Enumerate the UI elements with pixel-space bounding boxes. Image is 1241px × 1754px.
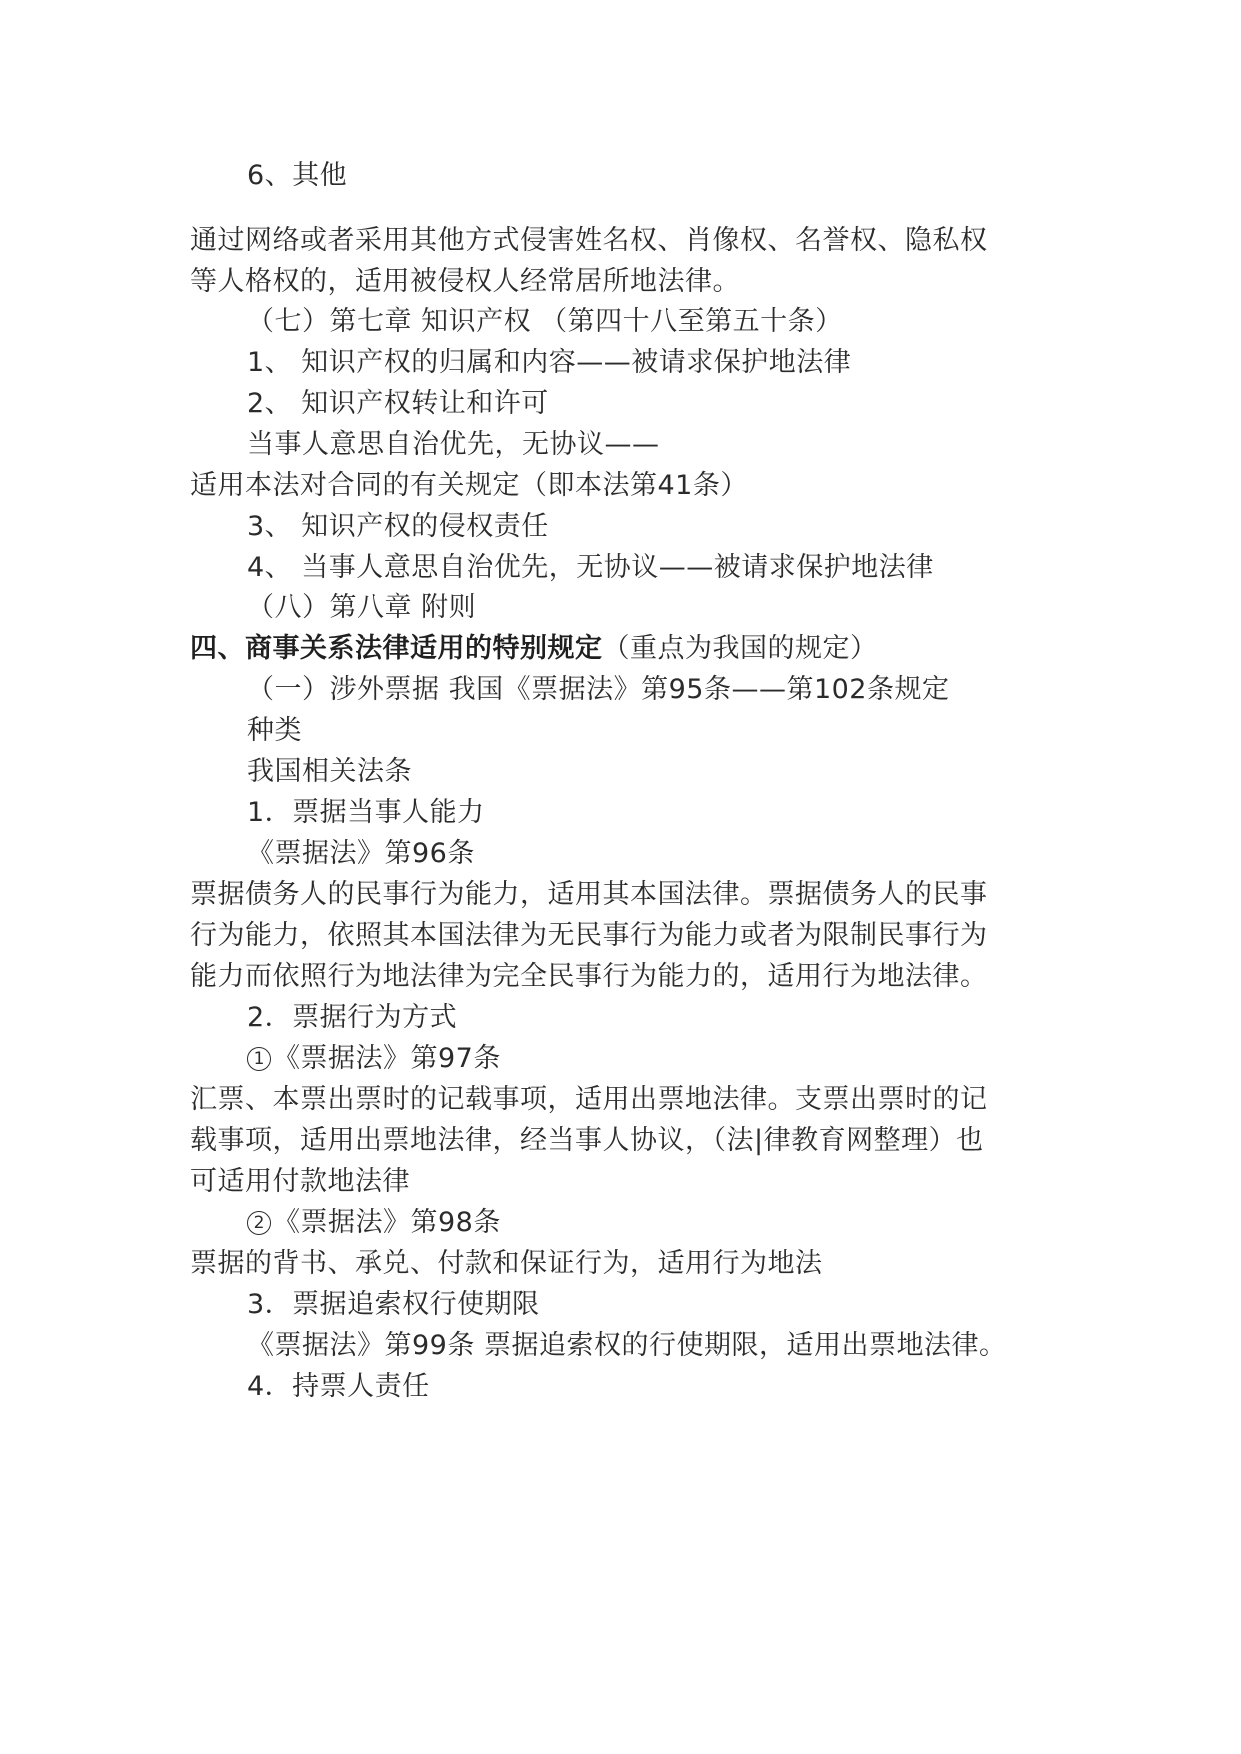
subsection-heading: （一）涉外票据 我国《票据法》第95条——第102条规定	[247, 674, 950, 705]
chapter-eight-heading: （八）第八章 附则	[247, 592, 477, 623]
paragraph-line: 适用本法对合同的有关规定（即本法第41条）	[190, 470, 748, 501]
paragraph-line: 种类	[247, 715, 302, 746]
item-other: 6、其他	[247, 160, 348, 191]
paragraph-line: 等人格权的，适用被侵权人经常居所地法律。	[190, 266, 740, 297]
list-item: 4．持票人责任	[247, 1371, 430, 1402]
circled-number: 1	[247, 1047, 271, 1071]
paragraph-line: 通过网络或者采用其他方式侵害姓名权、肖像权、名誉权、隐私权	[190, 225, 988, 256]
list-item: 3．票据追索权行使期限	[247, 1289, 540, 1320]
section-four-heading	[190, 631, 878, 667]
list-item: 2．票据行为方式	[247, 1002, 458, 1033]
law-citation: 《票据法》第99条 票据追索权的行使期限，适用出票地法律。	[247, 1330, 1007, 1361]
paragraph-line: 票据债务人的民事行为能力，适用其本国法律。票据债务人的民事	[190, 879, 988, 910]
list-item: 3、 知识产权的侵权责任	[247, 511, 549, 542]
paragraph-line: 我国相关法条	[247, 756, 412, 787]
paragraph-line: 汇票、本票出票时的记载事项，适用出票地法律。支票出票时的记	[190, 1084, 988, 1115]
paragraph-line: 当事人意思自治优先，无协议——	[247, 429, 660, 460]
chapter-seven-heading: （七）第七章 知识产权 （第四十八至第五十条）	[247, 306, 843, 337]
law-citation: 2 《票据法》第98条	[247, 1205, 501, 1241]
paragraph-line: 能力而依照行为地法律为完全民事行为能力的，适用行为地法律。	[190, 961, 988, 992]
law-citation: 1 《票据法》第97条	[247, 1041, 501, 1077]
section-four-title: 四、商事关系法律适用的特别规定	[190, 633, 603, 664]
law-citation: 《票据法》第96条	[247, 838, 475, 869]
list-item: 2、 知识产权转让和许可	[247, 388, 549, 419]
circled-number: 2	[247, 1211, 271, 1235]
section-four-note: （重点为我国的规定）	[602, 633, 878, 664]
list-item: 4、 当事人意思自治优先，无协议——被请求保护地法律	[247, 552, 934, 583]
list-item: 1．票据当事人能力	[247, 797, 485, 828]
paragraph-line: 载事项，适用出票地法律，经当事人协议，（法|律教育网整理）也	[190, 1125, 984, 1156]
paragraph-line: 票据的背书、承兑、付款和保证行为，适用行为地法	[190, 1248, 823, 1279]
paragraph-line: 可适用付款地法律	[190, 1166, 410, 1197]
paragraph-line: 行为能力，依照其本国法律为无民事行为能力或者为限制民事行为	[190, 920, 988, 951]
list-item: 1、 知识产权的归属和内容——被请求保护地法律	[247, 347, 852, 378]
